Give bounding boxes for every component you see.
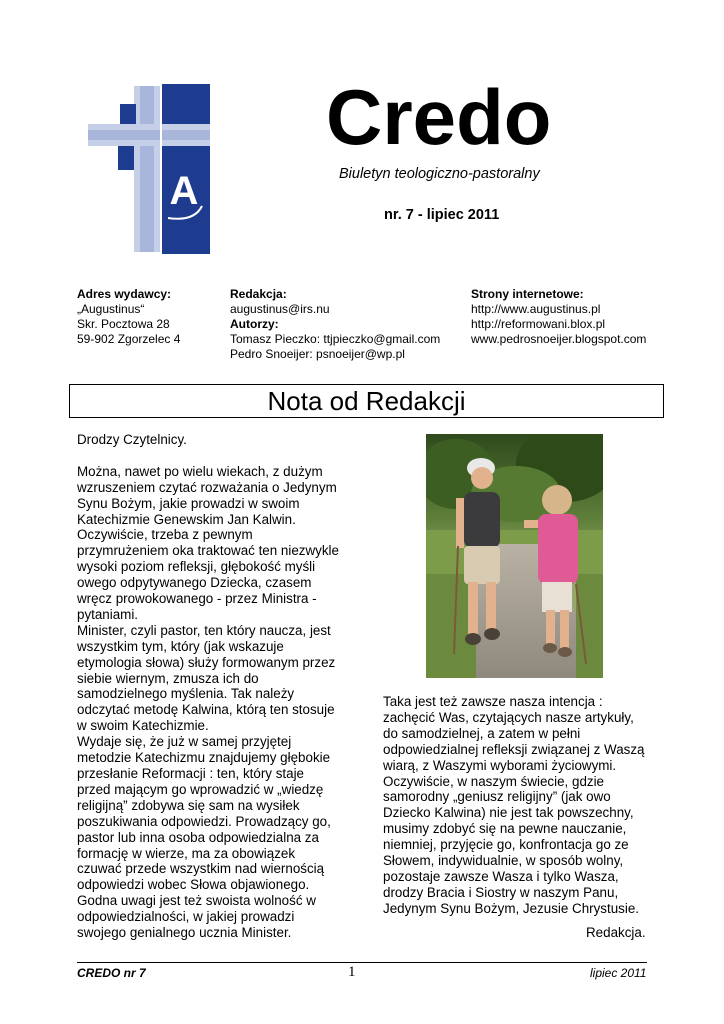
article-text-line: Taka jest też zawsze nasza intencja : bbox=[383, 694, 603, 709]
footer-divider bbox=[77, 962, 647, 963]
publisher-address bbox=[77, 287, 180, 347]
publisher-line: 59-902 Zgorzelec 4 bbox=[77, 332, 181, 346]
website-link[interactable]: http://www.augustinus.pl bbox=[471, 302, 601, 316]
article-heading: Nota od Redakcji bbox=[267, 386, 466, 416]
footer-title: CREDO nr 7 bbox=[77, 966, 146, 980]
article-text-line: odczytać metodę Kalwina, którą ten stosuje bbox=[77, 702, 335, 718]
article-text-line: zachęcić Was, czytających nasze artykuły, bbox=[383, 709, 634, 725]
article-text-line: odpowiedzialnej refleksji związanej z Waszą bbox=[383, 741, 645, 757]
article-text-line: wręcz prowokowanego - przez Ministra - bbox=[77, 591, 317, 607]
websites-heading: Strony internetowe: bbox=[471, 287, 584, 301]
article-text-line: odpowiedzi wobec Słowa objawionego. bbox=[77, 877, 310, 893]
article-greeting: Drodzy Czytelnicy. bbox=[77, 432, 187, 447]
article-text-line: czuwać przede wszystkim nad wiernością bbox=[77, 861, 325, 877]
article-text-line: pozostaje zawsze Wasza i tylko Wasza, bbox=[383, 868, 619, 884]
article-text-line: owego odpytywanego Dziecka, czasem bbox=[77, 575, 312, 591]
websites-info bbox=[471, 287, 646, 347]
page-number: 1 bbox=[348, 964, 356, 980]
article-text-line: Minister, czyli pastor, ten który naucza, jest bbox=[77, 622, 331, 638]
article-signature: Redakcja. bbox=[586, 925, 646, 940]
article-text-line: wszystkim tym, który (jak wskazuje bbox=[77, 638, 284, 654]
editorial-email[interactable]: augustinus@irs.nu bbox=[230, 302, 330, 316]
article-heading-box bbox=[69, 384, 664, 418]
author-line[interactable]: Pedro Snoeijer: psnoeijer@wp.pl bbox=[230, 347, 405, 361]
article-text-line: Oczywiście, w naszym świecie, gdzie bbox=[383, 773, 605, 789]
article-text-line: niemniej, przyjęcie go, konfrontacja go ze bbox=[383, 837, 629, 853]
masthead-subtitle: Biuletyn teologiczno-pastoralny bbox=[339, 166, 540, 182]
article-text-line: Oczywiście, trzeba z pewnym bbox=[77, 527, 253, 543]
article-text-line: drodzy Bracia i Siostry w naszym Panu, bbox=[383, 884, 619, 900]
article-text-line: odpowiedzialności, w jakiej prowadzi bbox=[77, 909, 295, 925]
augustinus-cross-logo bbox=[84, 80, 212, 256]
masthead-title: Credo bbox=[326, 73, 552, 161]
article-left-column bbox=[77, 432, 347, 941]
article-text-line: w swoim Katechizmie. bbox=[77, 718, 209, 734]
article-text-line: Katechizmie Genewskim Jan Kalwin. bbox=[77, 511, 296, 527]
article-text-line: samodzielnego myślenia. Tak należy bbox=[77, 686, 295, 702]
editorial-heading: Redakcja: bbox=[230, 287, 287, 301]
article-text-line: siebie wiernym, zmusza ich do bbox=[77, 670, 259, 686]
article-text-line: Jedynym Synu Bożym, Jezusie Chrystusie. bbox=[383, 900, 640, 916]
article-text-line: etymologia słowa) służy formowanym przez bbox=[77, 654, 336, 670]
authors-heading: Autorzy: bbox=[230, 317, 279, 331]
article-text-line: Dziecko Kalwina) nie jest tak powszechny, bbox=[383, 805, 634, 821]
issue-number: nr. 7 - lipiec 2011 bbox=[384, 207, 500, 223]
footer-date: lipiec 2011 bbox=[590, 966, 647, 980]
website-link[interactable]: www.pedrosnoeijer.blogspot.com bbox=[471, 332, 647, 346]
article-text-line: pastor lub inna osoba odpowiedzialna za bbox=[77, 829, 319, 845]
article-text-line: formację w wierze, ma za obowiązek bbox=[77, 845, 296, 861]
article-text-line: przed mającym go wprowadzić w „wiedzę bbox=[77, 781, 324, 797]
publisher-line: Skr. Pocztowa 28 bbox=[77, 317, 170, 331]
article-text-line: Synu Bożym, jakie prowadzi w swoim bbox=[77, 495, 300, 511]
article-right-column bbox=[383, 694, 658, 917]
article-text-line: Można, nawet po wielu wiekach, z dużym bbox=[77, 463, 323, 479]
article-text-line: pytaniami. bbox=[77, 606, 139, 622]
article-text-line: musimy zdobyć się na pewne nauczanie, bbox=[383, 821, 627, 837]
website-link[interactable]: http://reformowani.blox.pl bbox=[471, 317, 606, 331]
article-text-line: swojego genialnego ucznia Minister. bbox=[77, 925, 292, 941]
author-line[interactable]: Tomasz Pieczko: ttjpieczko@gmail.com bbox=[230, 332, 441, 346]
article-text-line: samorodny „geniusz religijny” (jak owo bbox=[383, 789, 611, 805]
article-text-line: wzruszeniem czytać rozważania o Jedynym bbox=[77, 479, 337, 495]
article-text-line: Słowem, indywidualnie, w sposób wolny, bbox=[383, 853, 624, 869]
article-text-line: do samodzielnej, a zatem w pełni bbox=[383, 725, 581, 741]
article-text-line: wiarą, z Waszymi wyborami życiowymi. bbox=[383, 757, 617, 773]
article-text-line: metodzie Katechizmu znajdujemy głębokie bbox=[77, 750, 331, 766]
publisher-heading: Adres wydawcy: bbox=[77, 287, 172, 301]
article-text-line: Wydaje się, że już w samej przyjętej bbox=[77, 734, 292, 750]
children-walking-photo bbox=[426, 434, 603, 678]
article-text-line: Godna uwagi jest też swoista wolność w bbox=[77, 893, 316, 909]
article-text-line: wysoki poziom refleksji, głębokość myśli bbox=[77, 559, 316, 575]
article-text-line: religijną” zdobywa się sam na wysiłek bbox=[77, 797, 300, 813]
article-text-line: poszukiwania odpowiedzi. Prowadzący go, bbox=[77, 813, 331, 829]
article-left-lines bbox=[77, 464, 347, 941]
editorial-info bbox=[230, 287, 440, 362]
article-text-line: przesłanie Reformacji : ten, który staje bbox=[77, 766, 304, 782]
logo-letter: A bbox=[169, 169, 199, 213]
publisher-line: „Augustinus“ bbox=[77, 302, 145, 316]
article-text-line: przymrużeniem oka traktować ten niezwykle bbox=[77, 543, 339, 559]
